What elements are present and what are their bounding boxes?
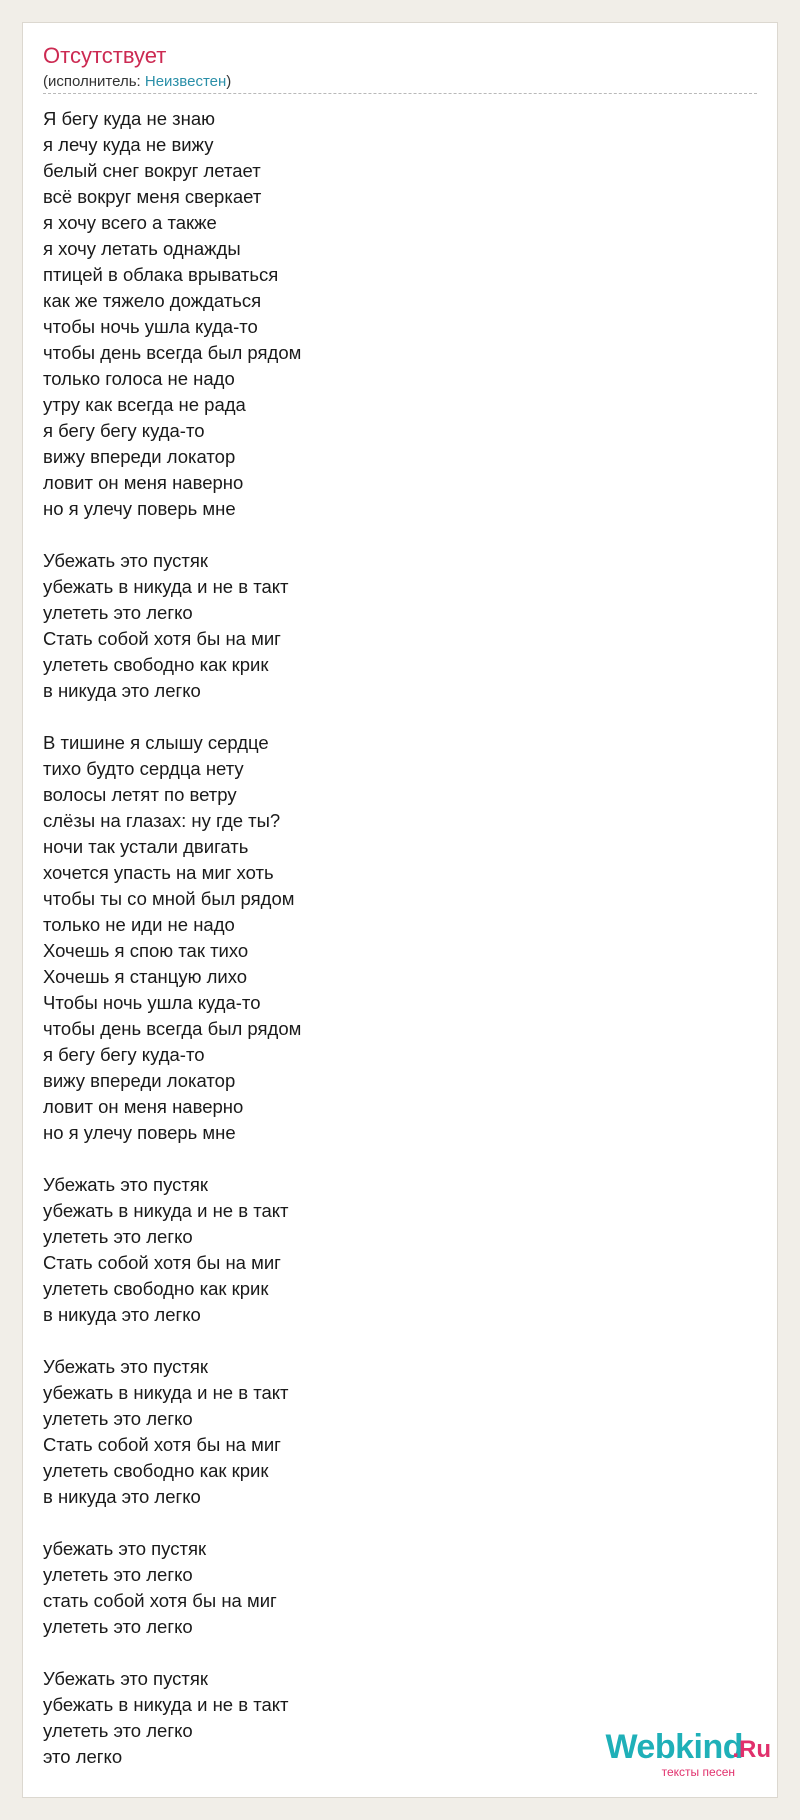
lyric-line: улететь свободно как крик xyxy=(43,654,269,675)
lyric-line: тихо будто сердца нету xyxy=(43,758,244,779)
lyric-line: всё вокруг меня сверкает xyxy=(43,186,262,207)
lyric-line: но я улечу поверь мне xyxy=(43,1122,236,1143)
lyric-line: белый снег вокруг летает xyxy=(43,160,261,181)
webkind-logo[interactable] xyxy=(561,1727,771,1781)
lyric-line: я лечу куда не вижу xyxy=(43,134,214,155)
lyric-line: убежать в никуда и не в такт xyxy=(43,1200,289,1221)
lyric-line: убежать в никуда и не в такт xyxy=(43,576,289,597)
lyric-line: я бегу бегу куда-то xyxy=(43,1044,205,1065)
stanza-gap xyxy=(43,1510,301,1536)
lyric-line: Я бегу куда не знаю xyxy=(43,108,215,129)
lyric-line: улететь это легко xyxy=(43,1564,193,1585)
lyric-line: убежать это пустяк xyxy=(43,1538,207,1559)
lyric-line: чтобы день всегда был рядом xyxy=(43,342,302,363)
artist-line xyxy=(43,73,231,91)
artist-link[interactable]: Неизвестен xyxy=(144,73,227,90)
lyric-line: вижу впереди локатор xyxy=(43,446,236,467)
lyric-line: чтобы день всегда был рядом xyxy=(43,1018,302,1039)
lyric-line: В тишине я слышу сердце xyxy=(43,732,269,753)
lyric-line: улететь это легко xyxy=(43,1408,193,1429)
lyric-line: только голоса не надо xyxy=(43,368,235,389)
lyric-line: убежать в никуда и не в такт xyxy=(43,1694,289,1715)
lyric-line: чтобы ночь ушла куда-то xyxy=(43,316,258,337)
lyric-line: стать собой хотя бы на миг xyxy=(43,1590,277,1611)
lyric-line: улететь свободно как крик xyxy=(43,1460,269,1481)
lyric-line: чтобы ты со мной был рядом xyxy=(43,888,295,909)
header-divider xyxy=(43,93,757,94)
stanza-gap xyxy=(43,1328,301,1354)
artist-suffix: ) xyxy=(226,73,232,90)
stanza-gap xyxy=(43,522,301,548)
lyric-line: Чтобы ночь ушла куда-то xyxy=(43,992,261,1013)
logo-tagline: тексты песен xyxy=(661,1765,735,1779)
lyric-line: ночи так устали двигать xyxy=(43,836,249,857)
lyrics-text xyxy=(43,106,301,1770)
lyric-line: в никуда это легко xyxy=(43,1486,201,1507)
lyric-line: улететь это легко xyxy=(43,1720,193,1741)
logo-domain-suffix: .Ru xyxy=(732,1736,771,1763)
lyric-line: Хочешь я станцую лихо xyxy=(43,966,248,987)
lyric-line: птицей в облака врываться xyxy=(43,264,279,285)
lyric-line: в никуда это легко xyxy=(43,1304,201,1325)
lyric-line: вижу впереди локатор xyxy=(43,1070,236,1091)
lyric-line: убежать в никуда и не в такт xyxy=(43,1382,289,1403)
lyric-line: улететь это легко xyxy=(43,1616,193,1637)
lyrics-card xyxy=(22,22,778,1798)
lyric-line: я хочу всего а также xyxy=(43,212,217,233)
lyric-line: как же тяжело дождаться xyxy=(43,290,262,311)
lyric-line: улететь это легко xyxy=(43,1226,193,1247)
lyric-line: Стать собой хотя бы на миг xyxy=(43,628,281,649)
lyric-line: я бегу бегу куда-то xyxy=(43,420,205,441)
song-title: Отсутствует xyxy=(43,43,167,68)
lyric-line: улететь свободно как крик xyxy=(43,1278,269,1299)
lyric-line: Убежать это пустяк xyxy=(43,1174,208,1195)
lyric-line: слёзы на глазах: ну где ты? xyxy=(43,810,281,831)
lyric-line: утру как всегда не рада xyxy=(43,394,246,415)
lyric-line: Стать собой хотя бы на миг xyxy=(43,1252,281,1273)
artist-prefix: (исполнитель: xyxy=(43,73,145,90)
lyric-line: хочется упасть на миг хоть xyxy=(43,862,274,883)
lyric-line: Убежать это пустяк xyxy=(43,1356,208,1377)
lyric-line: в никуда это легко xyxy=(43,680,201,701)
lyric-line: улететь это легко xyxy=(43,602,193,623)
lyric-line: Убежать это пустяк xyxy=(43,550,208,571)
stanza-gap xyxy=(43,1146,301,1172)
lyric-line: Хочешь я спою так тихо xyxy=(43,940,249,961)
stanza-gap xyxy=(43,1640,301,1666)
lyric-line: только не иди не надо xyxy=(43,914,235,935)
lyric-line: ловит он меня наверно xyxy=(43,472,244,493)
lyric-line: Стать собой хотя бы на миг xyxy=(43,1434,281,1455)
lyric-line: ловит он меня наверно xyxy=(43,1096,244,1117)
lyric-line: волосы летят по ветру xyxy=(43,784,237,805)
logo-wordmark: Webkind xyxy=(605,1728,743,1766)
stanza-gap xyxy=(43,704,301,730)
lyric-line: это легко xyxy=(43,1746,123,1767)
lyric-line: Убежать это пустяк xyxy=(43,1668,208,1689)
lyric-line: но я улечу поверь мне xyxy=(43,498,236,519)
lyric-line: я хочу летать однажды xyxy=(43,238,241,259)
